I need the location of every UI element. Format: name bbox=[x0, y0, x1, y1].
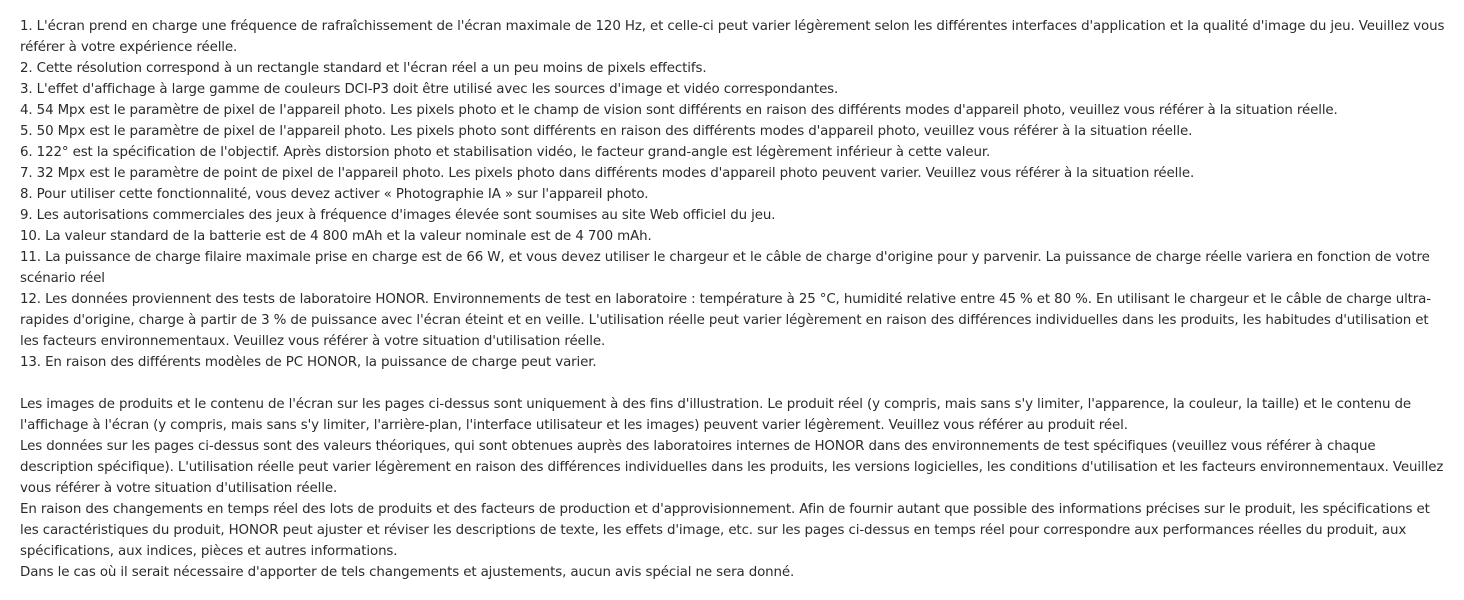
footnote-item: 13. En raison des différents modèles de PC HONOR, la puissance de charge peut varier. bbox=[20, 355, 597, 370]
product-disclaimer bbox=[20, 16, 1446, 583]
footnote-item: 12. Les données proviennent des tests de laboratoire HONOR. Environnements de test en laboratoire : température à 25 °C, humidité relative entre 45 % et 80 %. En utilisant le chargeur et le câble de charge ultra-rapides d'origine, charge à partir de 3 % de puissance avec l'écran éteint et en veille. L'utilisation réelle peut varier légèrement en raison des différences individuelles dans les produits, les habitudes d'utilisation et les facteurs environnementaux. Veuillez vous référer à votre situation d'utilisation réelle. bbox=[20, 292, 1431, 349]
footnote-item: 5. 50 Mpx est le paramètre de pixel de l'appareil photo. Les pixels photo sont différents en raison des différents modes d'appareil photo, veuillez vous référer à la situation réelle. bbox=[20, 124, 1193, 139]
footnote-item: 7. 32 Mpx est le paramètre de point de pixel de l'appareil photo. Les pixels photo dans différents modes d'appareil photo peuvent varier. Veuillez vous référer à la situation réelle. bbox=[20, 166, 1195, 181]
footnote-list bbox=[20, 16, 1446, 373]
section-spacer bbox=[20, 373, 1446, 394]
legal-notice-paragraph: Les images de produits et le contenu de l'écran sur les pages ci-dessus sont uniquement à des fins d'illustration. Le produit réel (y compris, mais sans s'y limiter, l'apparence, la couleur, la taille) et le contenu de l'affichage à l'écran (y compris, mais sans s'y limiter, l'arrière-plan, l'interface utilisateur et les images) peuvent varier légèrement. Veuillez vous référer au produit réel. bbox=[20, 397, 1411, 433]
footnote-item: 4. 54 Mpx est le paramètre de pixel de l'appareil photo. Les pixels photo et le champ de vision sont différents en raison des différents modes d'appareil photo, veuillez vous référer à la situation réelle. bbox=[20, 103, 1338, 118]
legal-notice-paragraph: En raison des changements en temps réel des lots de produits et des facteurs de production et d'approvisionnement. Afin de fournir autant que possible des informations précises sur le produit, les spécifications et les caractéristiques du produit, HONOR peut ajuster et réviser les descriptions de texte, les effets d'image, etc. sur les pages ci-dessus en temps réel pour correspondre aux performances réelles du produit, aux spécifications, aux indices, pièces et autres informations. bbox=[20, 502, 1430, 559]
legal-notice-paragraph: Dans le cas où il serait nécessaire d'apporter de tels changements et ajustements, aucun avis spécial ne sera donné. bbox=[20, 565, 795, 580]
footnote-item: 10. La valeur standard de la batterie est de 4 800 mAh et la valeur nominale est de 4 700 mAh. bbox=[20, 229, 652, 244]
footnote-item: 2. Cette résolution correspond à un rectangle standard et l'écran réel a un peu moins de pixels effectifs. bbox=[20, 61, 707, 76]
footnote-item: 8. Pour utiliser cette fonctionnalité, vous devez activer « Photographie IA » sur l'appareil photo. bbox=[20, 187, 649, 202]
footnote-item: 11. La puissance de charge filaire maximale prise en charge est de 66 W, et vous devez utiliser le chargeur et le câble de charge d'origine pour y parvenir. La puissance de charge réelle variera en fonction de votre scénario réel bbox=[20, 250, 1430, 286]
footnote-item: 6. 122° est la spécification de l'objectif. Après distorsion photo et stabilisation vidéo, le facteur grand-angle est légèrement inférieur à cette valeur. bbox=[20, 145, 991, 160]
footnote-item: 3. L'effet d'affichage à large gamme de couleurs DCI-P3 doit être utilisé avec les sources d'image et vidéo correspondantes. bbox=[20, 82, 839, 97]
legal-notice-paragraph: Les données sur les pages ci-dessus sont des valeurs théoriques, qui sont obtenues auprès des laboratoires internes de HONOR dans des environnements de test spécifiques (veuillez vous référer à chaque description spécifique). L'utilisation réelle peut varier légèrement en raison des différences individuelles dans les produits, les versions logicielles, les conditions d'utilisation et les facteurs environnementaux. Veuillez vous référer à votre situation d'utilisation réelle. bbox=[20, 439, 1444, 496]
legal-notice-list bbox=[20, 394, 1446, 583]
footnote-item: 1. L'écran prend en charge une fréquence de rafraîchissement de l'écran maximale de 120 Hz, et celle-ci peut varier légèrement selon les différentes interfaces d'application et la qualité d'image du jeu. Veuillez vous référer à votre expérience réelle. bbox=[20, 19, 1445, 55]
footnote-item: 9. Les autorisations commerciales des jeux à fréquence d'images élevée sont soumises au site Web officiel du jeu. bbox=[20, 208, 776, 223]
